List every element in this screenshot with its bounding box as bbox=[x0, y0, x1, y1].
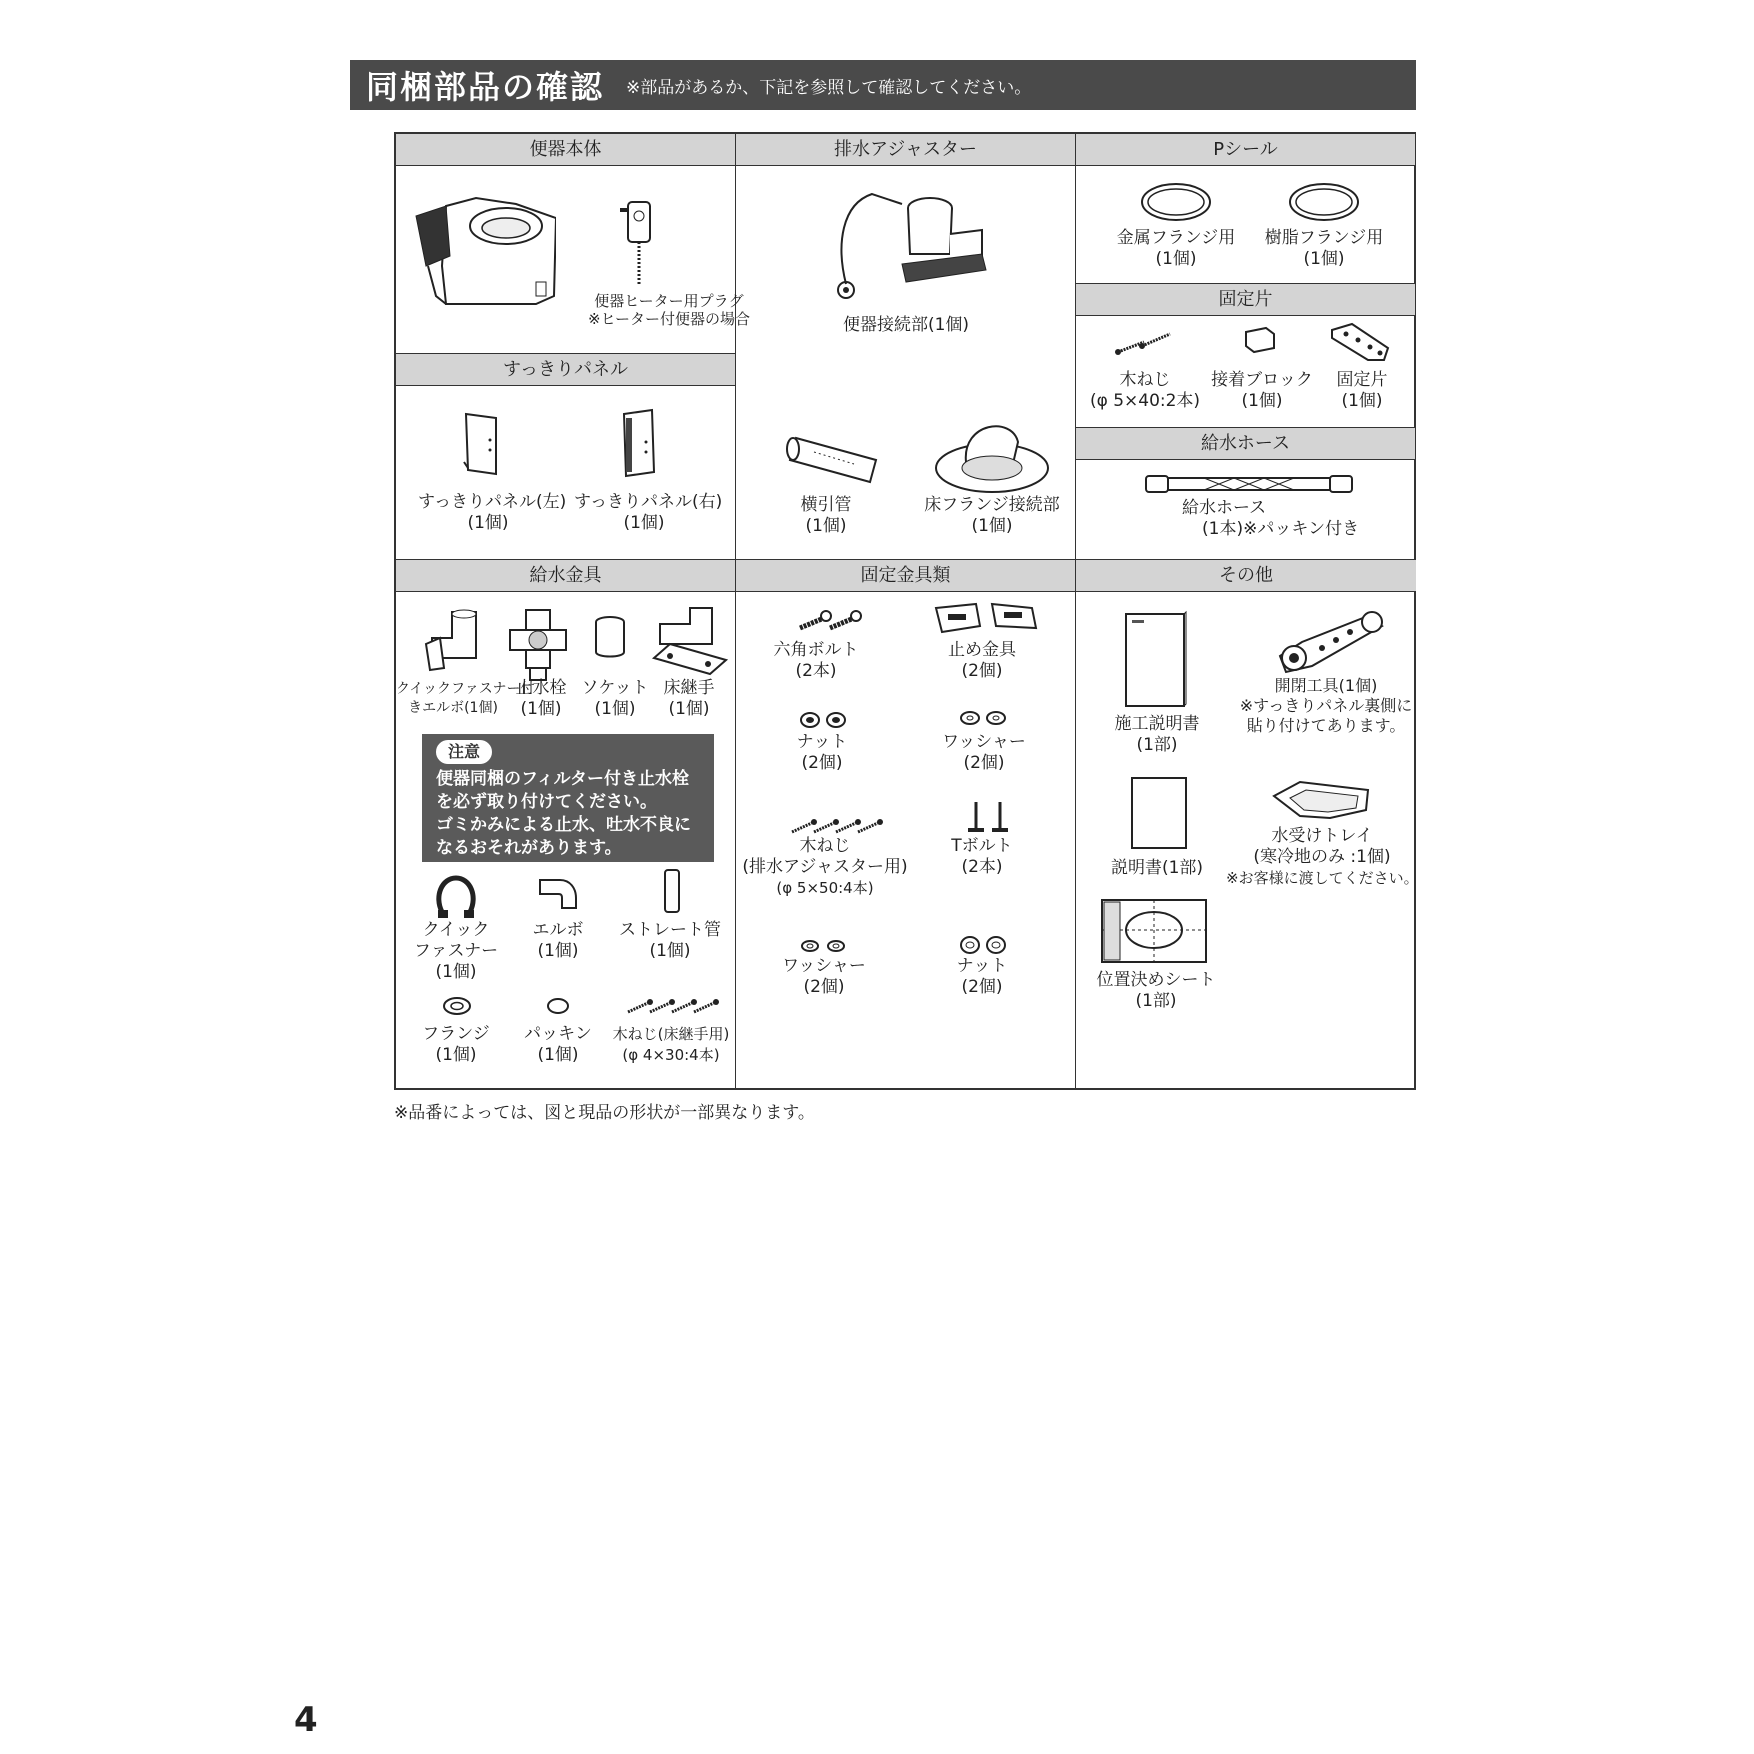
header-panel: すっきりパネル bbox=[396, 354, 735, 386]
caution-line-4: なるおそれがあります。 bbox=[436, 838, 622, 858]
panel-left-icon bbox=[460, 410, 504, 480]
adjuster-wood-screw-icon bbox=[790, 808, 886, 836]
caution-tag: 注意 bbox=[436, 740, 492, 764]
adjuster-wood-screw-label: 木ねじ (排水アジャスター用) (φ 5×50:4本) bbox=[742, 836, 908, 897]
elbow-label: エルボ (1個) bbox=[532, 920, 584, 961]
cell-other bbox=[1076, 560, 1419, 1090]
installation-manual-label: 施工説明書 (1部) bbox=[1114, 714, 1200, 755]
nut-icon bbox=[798, 710, 848, 730]
opening-tool-label: 開閉工具(1個) ※すっきりパネル裏側に 貼り付けてあります。 bbox=[1239, 676, 1413, 735]
resin-flange-seal-label: 樹脂フランジ用 (1個) bbox=[1264, 228, 1384, 269]
heater-plug-label: 便器ヒーター用プラグ ※ヒーター付便器の場合 bbox=[588, 292, 750, 328]
page-number: 4 bbox=[294, 1700, 318, 1740]
user-manual-label: 説明書(1部) bbox=[1110, 858, 1204, 878]
washer-label: ワッシャー (2個) bbox=[942, 732, 1026, 773]
adhesive-block-icon bbox=[1242, 324, 1278, 354]
header-toilet-body: 便器本体 bbox=[396, 134, 735, 166]
elbow-icon bbox=[536, 872, 580, 912]
installation-manual-icon bbox=[1124, 610, 1188, 708]
drip-tray-icon bbox=[1270, 778, 1372, 822]
quick-fastener-elbow-icon bbox=[422, 608, 484, 674]
cell-toilet-body bbox=[396, 134, 750, 354]
user-manual-icon bbox=[1130, 776, 1188, 850]
caution-line-3: ゴミかみによる止水、吐水不良に bbox=[436, 815, 691, 835]
banner-title: 同梱部品の確認 bbox=[366, 68, 605, 106]
caution-line-2: を必ず取り付けてください。 bbox=[436, 792, 657, 812]
t-bolt-label: Tボルト (2本) bbox=[951, 836, 1013, 877]
cell-fixing-hardware bbox=[736, 560, 1076, 1090]
supply-hose-icon bbox=[1144, 472, 1354, 496]
header-fixing-piece: 固定片 bbox=[1076, 284, 1415, 316]
stopper-bracket-icon bbox=[932, 600, 1042, 640]
resin-flange-seal-icon bbox=[1286, 180, 1362, 224]
washer-2-label: ワッシャー (2個) bbox=[782, 956, 866, 997]
metal-flange-seal-icon bbox=[1138, 180, 1214, 224]
stop-valve-label: 止水栓 (1個) bbox=[515, 678, 567, 719]
floor-flange-connector-label: 床フランジ接続部 (1個) bbox=[924, 495, 1060, 536]
floor-joint-wood-screw-label: 木ねじ(床継手用) (φ 4×30:4本) bbox=[612, 1025, 730, 1064]
fixing-piece-icon bbox=[1328, 320, 1392, 364]
toilet-connector-label: 便器接続部(1個) bbox=[842, 315, 970, 335]
panel-right-icon bbox=[618, 406, 662, 480]
heater-plug-icon bbox=[618, 198, 658, 288]
floor-flange-connector-icon bbox=[932, 412, 1052, 498]
cell-panel bbox=[396, 354, 736, 560]
adhesive-block-label: 接着ブロック (1個) bbox=[1211, 370, 1313, 411]
drip-tray-label: 水受けトレイ (寒冷地のみ :1個) ※お客様に渡してください。 bbox=[1226, 826, 1419, 887]
cell-drain-adjuster bbox=[736, 134, 1076, 560]
flange-label: フランジ (1個) bbox=[422, 1024, 490, 1065]
footnote: ※品番によっては、図と現品の形状が一部異なります。 bbox=[394, 1103, 815, 1123]
hex-bolt-icon bbox=[796, 606, 864, 634]
horizontal-pipe-label: 横引管 (1個) bbox=[800, 495, 852, 536]
packing-icon bbox=[546, 996, 570, 1016]
header-supply-hose: 給水ホース bbox=[1076, 428, 1415, 460]
wood-screw-icon bbox=[1114, 328, 1174, 358]
caution-box bbox=[422, 734, 714, 862]
floor-joint-label: 床継手 (1個) bbox=[663, 678, 715, 719]
straight-pipe-label: ストレート管 (1個) bbox=[619, 920, 721, 961]
cell-fixing-piece bbox=[1076, 284, 1416, 428]
washer-icon bbox=[958, 710, 1008, 726]
socket-icon bbox=[592, 614, 628, 660]
cell-water-supply-fittings bbox=[396, 560, 736, 1090]
toilet-illustration bbox=[406, 186, 556, 316]
cell-p-seal bbox=[1076, 134, 1416, 284]
nut-label: ナット (2個) bbox=[796, 732, 848, 773]
packing-label: パッキン (1個) bbox=[524, 1024, 592, 1065]
fixing-wood-screw-label: 木ねじ (φ 5×40:2本) bbox=[1089, 370, 1201, 411]
metal-flange-seal-label: 金属フランジ用 (1個) bbox=[1116, 228, 1236, 269]
nut-2-icon bbox=[958, 934, 1008, 956]
hex-bolt-label: 六角ボルト (2本) bbox=[773, 640, 859, 681]
banner-subtitle: ※部品があるか、下記を参照して確認してください。 bbox=[626, 77, 1032, 98]
floor-joint-icon bbox=[650, 604, 728, 676]
t-bolt-icon bbox=[964, 800, 1012, 836]
horizontal-pipe-icon bbox=[784, 430, 888, 486]
stopper-bracket-label: 止め金具 (2個) bbox=[948, 640, 1016, 681]
supply-hose-label: 給水ホース (1本)※パッキン付き bbox=[1182, 498, 1360, 539]
header-water-supply-fittings: 給水金具 bbox=[396, 560, 735, 592]
caution-line-1: 便器同梱のフィルター付き止水栓 bbox=[436, 769, 689, 789]
positioning-sheet-icon bbox=[1100, 898, 1208, 964]
socket-label: ソケット (1個) bbox=[581, 678, 649, 719]
panel-right-label: すっきりパネル(右) (1個) bbox=[574, 492, 723, 533]
straight-pipe-icon bbox=[662, 868, 682, 914]
header-other: その他 bbox=[1076, 560, 1416, 592]
flange-icon bbox=[442, 996, 472, 1016]
toilet-connector-illustration bbox=[832, 174, 992, 304]
header-fixing-hardware: 固定金具類 bbox=[736, 560, 1075, 592]
stop-valve-icon bbox=[506, 604, 570, 684]
header-p-seal: Pシール bbox=[1076, 134, 1415, 166]
fixing-piece-label: 固定片 (1個) bbox=[1336, 370, 1388, 411]
opening-tool-icon bbox=[1272, 606, 1392, 676]
nut-2-label: ナット (2個) bbox=[956, 956, 1008, 997]
quick-fastener-label: クイック ファスナー (1個) bbox=[413, 920, 499, 982]
section-banner bbox=[350, 60, 1416, 110]
cell-supply-hose bbox=[1076, 428, 1416, 560]
header-drain-adjuster: 排水アジャスター bbox=[736, 134, 1075, 166]
qf-elbow-label: クイックファスナー付 きエルボ(1個) bbox=[396, 681, 535, 716]
parts-table bbox=[394, 132, 1419, 1090]
positioning-sheet-label: 位置決めシート (1部) bbox=[1096, 970, 1216, 1011]
washer-2-icon bbox=[798, 938, 848, 954]
quick-fastener-icon bbox=[432, 872, 480, 920]
floor-joint-wood-screw-icon bbox=[626, 988, 722, 1016]
panel-left-label: すっきりパネル(左) (1個) bbox=[418, 492, 567, 533]
